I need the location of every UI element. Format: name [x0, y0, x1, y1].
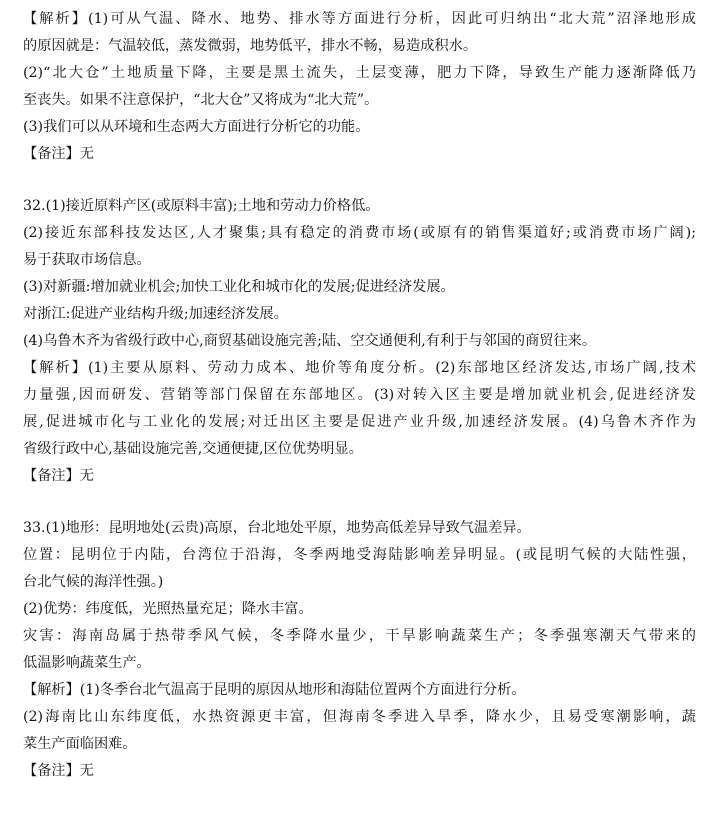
text-line: 菜生产面临困难。	[23, 736, 137, 752]
note-line: 【备注】无	[23, 763, 94, 779]
answer-block-33	[23, 515, 696, 785]
text-line: (4)乌鲁木齐为省级行政中心,商贸基础设施完善;陆、空交通便利,有利于与邻国的商贸往来。	[23, 333, 597, 349]
text-line: 的原因就是：气温较低，蒸发微弱，地势低平，排水不畅，易造成积水。	[23, 38, 478, 54]
question-answer-line: 32.(1)接近原料产区(或原料丰富);土地和劳动力价格低。	[23, 198, 380, 214]
note-line: 【备注】无	[23, 146, 94, 162]
text-line: 灾害：海南岛属于热带季风气候，冬季降水量少，干旱影响蔬菜生产；冬季强寒潮天气带来的	[23, 628, 696, 644]
answer-block-32	[23, 193, 696, 490]
text-line: (3)我们可以从环境和生态两大方面进行分析它的功能。	[23, 119, 370, 135]
text-line: (2)优势：纬度低，光照热量充足；降水丰富。	[23, 601, 313, 617]
text-line: 省级行政中心,基础设施完善,交通便捷,区位优势明显。	[23, 441, 363, 457]
question-answer-line: 33.(1)地形：昆明地处(云贵)高原，台北地处平原，地势高低差异导致气温差异。	[23, 520, 531, 536]
answer-block-31	[23, 6, 696, 168]
text-line: 对浙江:促进产业结构升级;加速经济发展。	[23, 306, 288, 322]
text-line: 【解析】(1)可从气温、降水、地势、排水等方面进行分析，因此可归纳出“北大荒”沼泽地形成	[23, 11, 696, 27]
text-line: 展,促进城市化与工业化的发展;对迁出区主要是促进产业升级,加速经济发展。(4)乌鲁木齐作为	[23, 414, 696, 430]
text-line: 低温影响蔬菜生产。	[23, 655, 151, 671]
analysis-line: 【解析】(1)主要从原料、劳动力成本、地价等角度分析。(2)东部地区经济发达,市场广阔,技术	[23, 360, 696, 376]
text-line: 位置：昆明位于内陆，台湾位于沿海，冬季两地受海陆影响差异明显。(或昆明气候的大陆性强，	[23, 547, 696, 563]
text-line: (2)接近东部科技发达区,人才聚集;具有稳定的消费市场(或原有的销售渠道好;或消费市场广阔);	[23, 225, 696, 241]
text-line: 力量强,因而研发、营销等部门保留在东部地区。(3)对转入区主要是增加就业机会,促进经济发	[23, 387, 696, 403]
section-gap	[23, 490, 696, 515]
analysis-line: 【解析】(1)冬季台北气温高于昆明的原因从地形和海陆位置两个方面进行分析。	[23, 682, 526, 698]
text-line: 易于获取市场信息。	[23, 252, 151, 268]
note-line: 【备注】无	[23, 468, 94, 484]
text-line: 台北气候的海洋性强。)	[23, 574, 164, 590]
section-gap	[23, 168, 696, 193]
text-line: 至丧失。如果不注意保护，“北大仓”又将成为“北大荒”。	[23, 92, 379, 108]
text-line: (2)“北大仓”土地质量下降，主要是黑土流失，土层变薄，肥力下降，导致生产能力逐渐降低乃	[23, 65, 696, 81]
text-line: (3)对新疆:增加就业机会;加快工业化和城市化的发展;促进经济发展。	[23, 279, 455, 295]
text-line: (2)海南比山东纬度低，水热资源更丰富，但海南冬季进入旱季，降水少，且易受寒潮影响，蔬	[23, 709, 696, 725]
